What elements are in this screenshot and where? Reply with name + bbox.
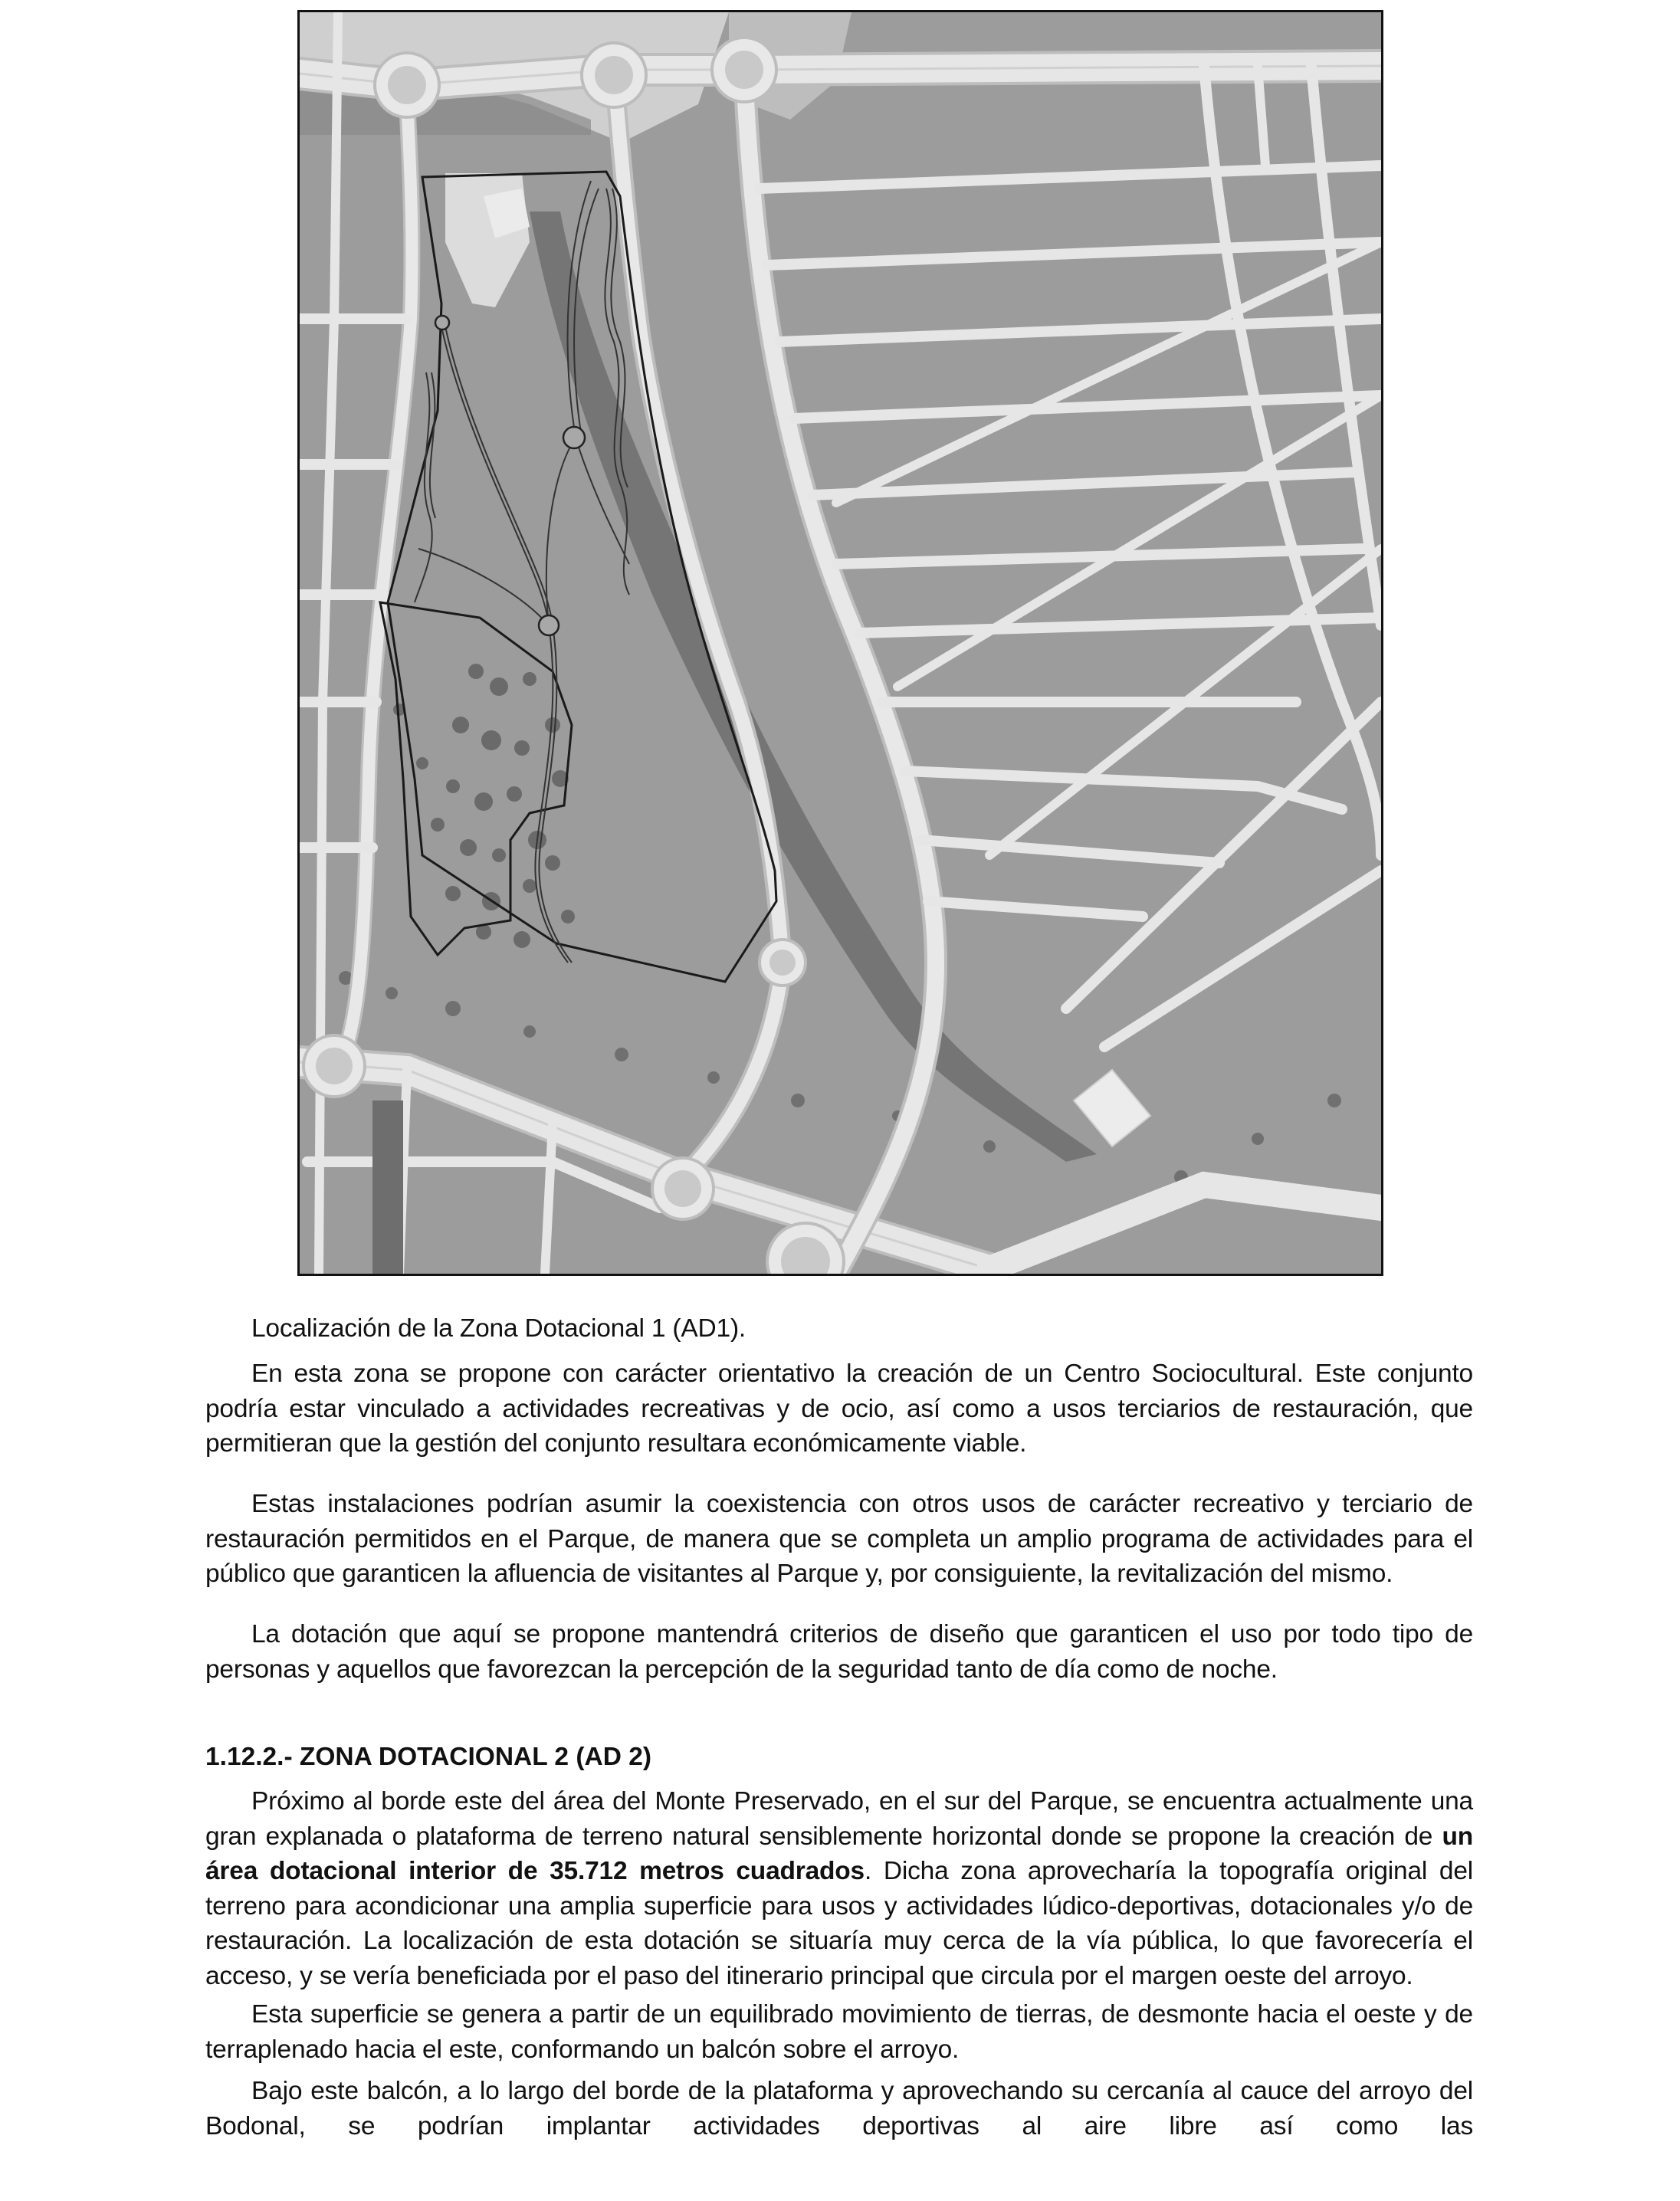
paragraph-criterios-diseno: La dotación que aquí se propone mantendrá criterios de diseño que garanticen el uso por todo tipo de personas y aquellos que favorezcan la percepción de la seguridad tanto de día como de noche. — [205, 1620, 1473, 1684]
figure-caption: Localización de la Zona Dotacional 1 (AD1). — [251, 1314, 746, 1343]
paragraph-movimiento-tierras: Esta superficie se genera a partir de un equilibrado movimiento de tierras, de desmonte hacia el oeste y de terraplenado hacia el este, conformando un balcón sobre el arroyo. — [205, 2000, 1473, 2064]
roundabout — [712, 38, 776, 102]
paragraph-text: . Dicha zona aprovecharía la topografía original del terreno para acondicionar una amplia superficie para usos y actividades lúdico-deportivas, dotacionales y/o de restauración. La localización de esta dotación se situaría muy cerca de la vía pública, lo que favorecería el acceso, y se vería beneficiada por el paso del itinerario principal que circula por el margen oeste del arroyo. — [205, 1857, 1473, 1990]
roundabout — [304, 1035, 365, 1097]
roundabout — [375, 53, 439, 117]
roundabout — [582, 43, 646, 107]
paragraph-balcon-arroyo: Bajo este balcón, a lo largo del borde de la plataforma y aprovechando su cercanía al cauce del arroyo del Bodonal, se podrían implantar actividades deportivas al aire libre así como las — [205, 2077, 1473, 2140]
section-heading: 1.12.2.- ZONA DOTACIONAL 2 (AD 2) — [205, 1743, 651, 1771]
paragraph-coexistencia-usos: Estas instalaciones podrían asumir la coexistencia con otros usos de carácter recreativo y terciario de restauración permitidos en el Parque, de manera que se completa un amplio programa de actividades para el público que garanticen la afluencia de visitantes al Parque y, por consiguiente, la revitalización del mismo. — [205, 1490, 1473, 1588]
paragraph-zona-dotacional-2 — [205, 1784, 1473, 1993]
site-map-figure — [297, 10, 1383, 1276]
roundabout — [760, 940, 806, 986]
paragraph-centro-sociocultural: En esta zona se propone con carácter orientativo la creación de un Centro Sociocultural. Este conjunto podría estar vinculado a actividades recreativas y de ocio, así como a usos terciarios de restauración, que permitieran que la gestión del conjunto resultara económicamente viable. — [205, 1360, 1473, 1458]
paragraph-text: Próximo al borde este del área del Monte Preservado, en el sur del Parque, se encuentra actualmente una gran explanada o plataforma de terreno natural sensiblemente horizontal donde se propone la creación de — [205, 1787, 1473, 1851]
area-highlight: un área dotacional interior de 35.712 metros cuadrados — [205, 1822, 1473, 1885]
aerial-map — [300, 12, 1381, 1274]
roundabout — [652, 1158, 714, 1219]
